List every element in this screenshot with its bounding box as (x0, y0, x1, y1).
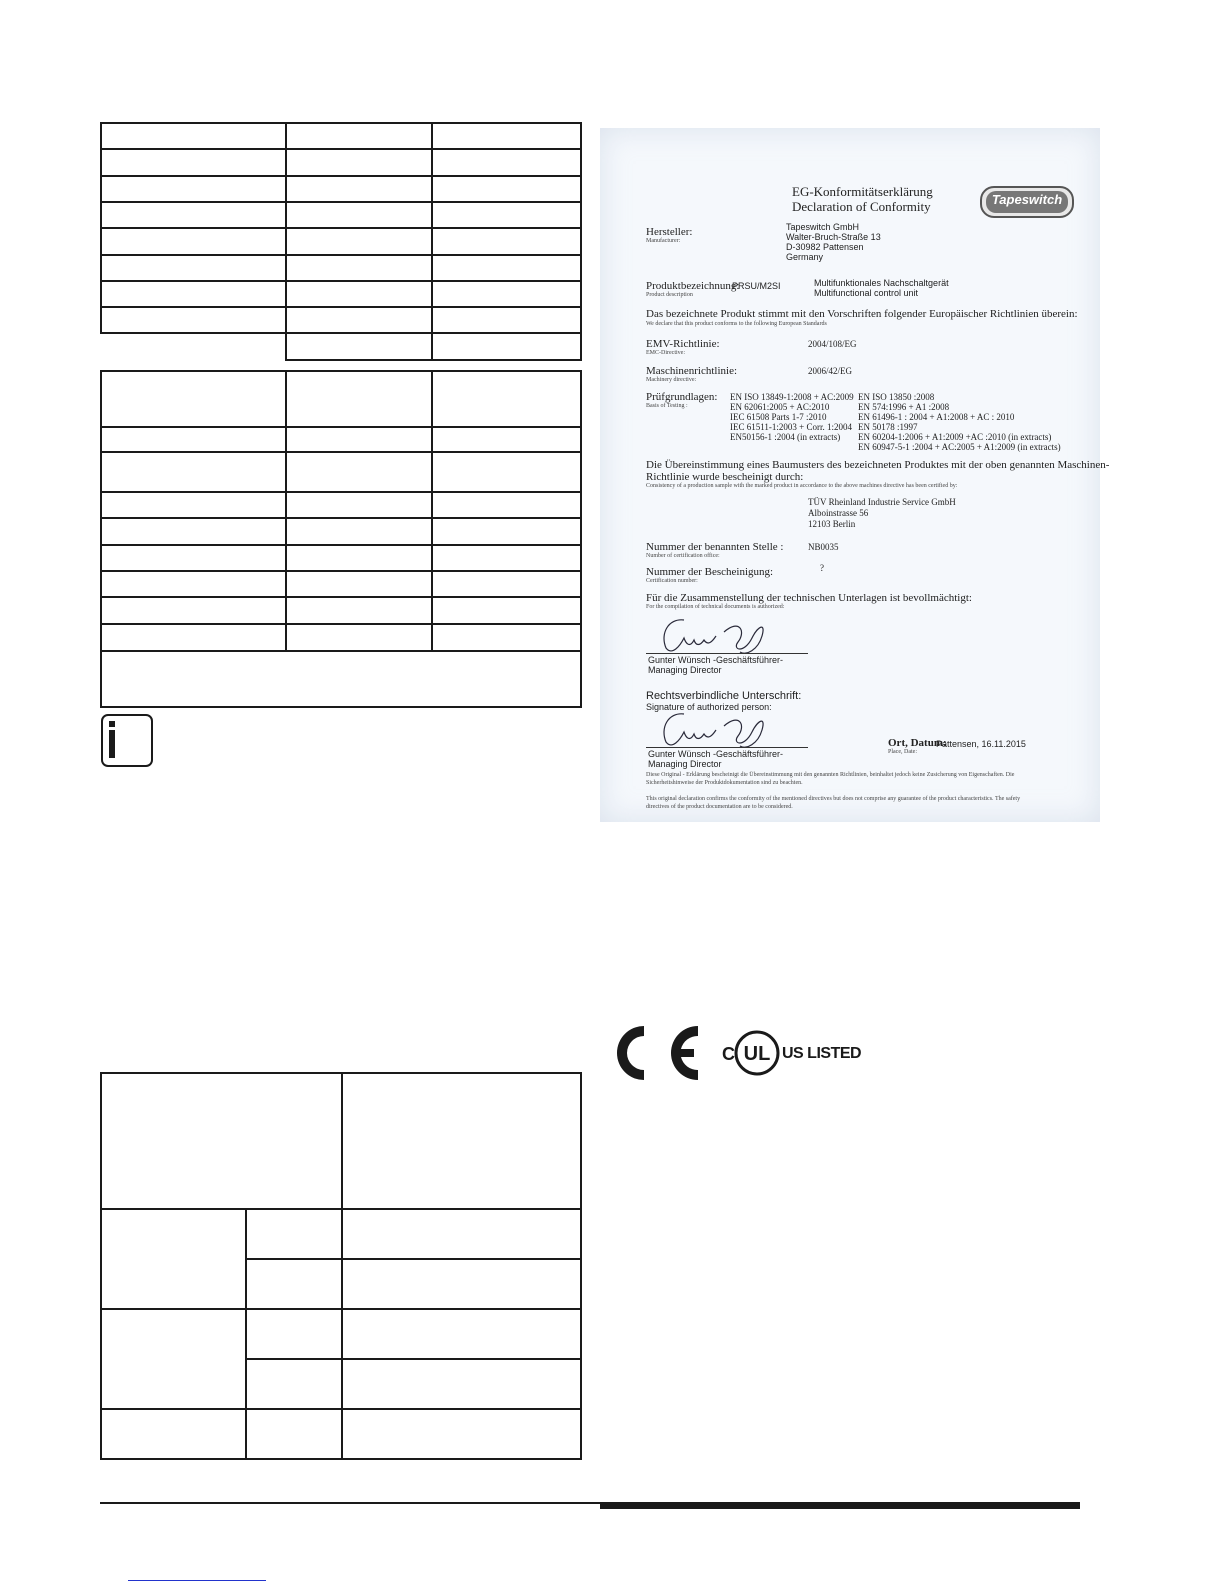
table-row (101, 545, 581, 571)
cert-number-label-en: Certification number: (646, 578, 698, 584)
body-number-label-de: Nummer der benannten Stelle : (646, 541, 784, 553)
machinery-value: 2006/42/EG (808, 366, 852, 376)
table-row (101, 202, 581, 228)
authorized-statement-en: For the compilation of technical documents is authorized: (646, 604, 785, 610)
testing-standard: EN50156-1 :2004 (in extracts) (730, 432, 841, 442)
footer-note-en-2: directives of the product documentation are to be considered. (646, 804, 793, 810)
table-row (101, 176, 581, 202)
notified-body-line: 12103 Berlin (808, 519, 856, 529)
place-date-value: Pattensen, 16.11.2015 (936, 739, 1026, 749)
conformity-statement-en: We declare that this product conforms to the following European Standards (646, 321, 827, 327)
cert-number-value: ? (820, 563, 824, 573)
signer-title-2: Managing Director (648, 759, 722, 769)
info-icon (101, 714, 153, 767)
table-row (101, 333, 581, 360)
body-number-label-en: Number of certification office: (646, 553, 720, 559)
signature-1 (646, 612, 816, 658)
testing-label-en: Basis of Testing : (646, 403, 688, 409)
table-row (101, 651, 581, 707)
footer-bar (600, 1502, 1080, 1509)
signature-line-1 (646, 653, 808, 654)
product-desc-en: Multifunctional control unit (814, 288, 919, 298)
ul-circle-icon (734, 1030, 780, 1076)
cert-number-label-de: Nummer der Bescheinigung: (646, 566, 774, 578)
tapeswitch-logo (980, 186, 1074, 218)
machinery-label-en: Machinery directive: (646, 377, 697, 383)
product-label-de: Produktbezeichnung: (646, 280, 740, 292)
table-row (101, 149, 581, 176)
table-row (101, 1073, 581, 1209)
info-icon-stem (109, 730, 115, 758)
testing-standard: EN 60947-5-1 :2004 + AC:2005 + A1:2009 (in extracts) (858, 442, 1061, 452)
signer-title-1: Managing Director (648, 665, 722, 675)
table-row (101, 597, 581, 624)
signer-name-2: Gunter Wünsch -Geschäftsführer- (648, 749, 784, 759)
place-date-label-de: Ort, Datum: (888, 737, 947, 749)
table-row (101, 123, 581, 149)
testing-standard: EN ISO 13850 :2008 (858, 392, 935, 402)
notified-body-line: Alboinstrasse 56 (808, 508, 869, 518)
emc-label-en: EMC-Directive: (646, 350, 685, 356)
table-row (101, 228, 581, 255)
product-label-en: Product description (646, 292, 693, 298)
manufacturer-address-line: Tapeswitch GmbH (786, 222, 860, 232)
declaration-title-de: EG-Konformitätserklärung (792, 184, 933, 199)
emc-value: 2004/108/EG (808, 339, 857, 349)
product-model: PRSU/M2SI (732, 281, 781, 291)
footer-note-de-2: Sicherheitshinweise der Produktdokumentation sind zu beachten. (646, 780, 803, 786)
manufacturer-address-line: Walter-Bruch-Straße 13 (786, 232, 881, 242)
testing-standard: EN 50178 :1997 (858, 422, 918, 432)
legal-signature-label-de: Rechtsverbindliche Unterschrift: (646, 690, 802, 702)
certified-statement-de: Die Übereinstimmung eines Baumusters des bezeichneten Produktes mit der oben genannten Maschinen- (646, 459, 1110, 471)
manufacturer-address-line: Germany (786, 252, 824, 262)
table-row (101, 307, 581, 333)
declaration-of-conformity (600, 128, 1110, 822)
ul-us-listed-label: US LISTED (782, 1045, 862, 1062)
manufacturer-label-en: Manufacturer: (646, 238, 681, 244)
testing-standard: EN 574:1996 + A1 :2008 (858, 402, 950, 412)
notified-body-line: TÜV Rheinland Industrie Service GmbH (808, 497, 956, 507)
table-row (101, 427, 581, 452)
certified-statement-en: Consistency of a production sample with the marked product in accordance to the above machines directive has been certified by: (646, 483, 958, 489)
info-icon-dot (109, 721, 115, 727)
footer-rule (100, 1502, 600, 1504)
spec-table-1 (100, 122, 582, 361)
machinery-label-de: Maschinenrichtlinie: (646, 365, 738, 377)
testing-standard: EN 61496-1 : 2004 + A1:2008 + AC : 2010 (858, 412, 1015, 422)
table-row (101, 452, 581, 492)
manufacturer-label-de: Hersteller: (646, 226, 693, 238)
testing-standard: EN ISO 13849-1:2008 + AC:2009 (730, 392, 854, 402)
manufacturer-address-line: D-30982 Pattensen (786, 242, 864, 252)
footer-note-en: This original declaration confirms the conformity of the mentioned directives but does not comprise any guarantee of the product characteristics. The safety (646, 796, 1021, 802)
table-row (101, 1309, 581, 1359)
table-row (101, 492, 581, 518)
legal-signature-label-en: Signature of authorized person: (646, 702, 772, 712)
testing-standard: EN 62061:2005 + AC:2010 (730, 402, 830, 412)
table-row (101, 281, 581, 307)
signature-line-2 (646, 747, 808, 748)
table-row (101, 371, 581, 427)
table-row (101, 518, 581, 545)
table-row (101, 571, 581, 597)
ul-c-label: C (722, 1044, 735, 1064)
testing-standard: IEC 61508 Parts 1-7 :2010 (730, 412, 827, 422)
conformity-statement-de: Das bezeichnete Produkt stimmt mit den Vorschriften folgender Europäischer Richtlinien überein: (646, 308, 1078, 320)
authorized-statement-de: Für die Zusammenstellung der technischen Unterlagen ist bevollmächtigt: (646, 592, 972, 604)
testing-label-de: Prüfgrundlagen: (646, 391, 718, 403)
testing-standard: EN 60204-1:2006 + A1:2009 +AC :2010 (in extracts) (858, 432, 1052, 442)
table-row (101, 1409, 581, 1459)
ce-mark-icon (600, 1022, 710, 1084)
table-row (101, 255, 581, 281)
certified-statement-de-2: Richtlinie wurde bescheinigt durch: (646, 471, 804, 483)
signature-2 (646, 706, 816, 752)
body-number-value: NB0035 (808, 542, 839, 552)
emc-label-de: EMV-Richtlinie: (646, 338, 720, 350)
signer-name-1: Gunter Wünsch -Geschäftsführer- (648, 655, 784, 665)
declaration-title-en: Declaration of Conformity (792, 199, 931, 214)
product-desc-de: Multifunktionales Nachschaltgerät (814, 278, 949, 288)
footer-note-de: Diese Original - Erklärung bescheinigt die Übereinstimmung mit den genannten Richtlinien, beinhaltet jedoch keine Zusicherung von Eigenschaften. Die (646, 772, 1015, 778)
bottom-table (100, 1072, 582, 1460)
spec-table-2 (100, 370, 582, 708)
footer-link-underline[interactable] (128, 1580, 266, 1581)
table-row (101, 624, 581, 651)
testing-standard: IEC 61511-1:2003 + Corr. 1:2004 (730, 422, 852, 432)
ul-label: UL (743, 1043, 771, 1065)
tapeswitch-logo-text: Tapeswitch (986, 191, 1068, 213)
place-date-label-en: Place, Date: (888, 749, 917, 755)
table-row (101, 1209, 581, 1259)
